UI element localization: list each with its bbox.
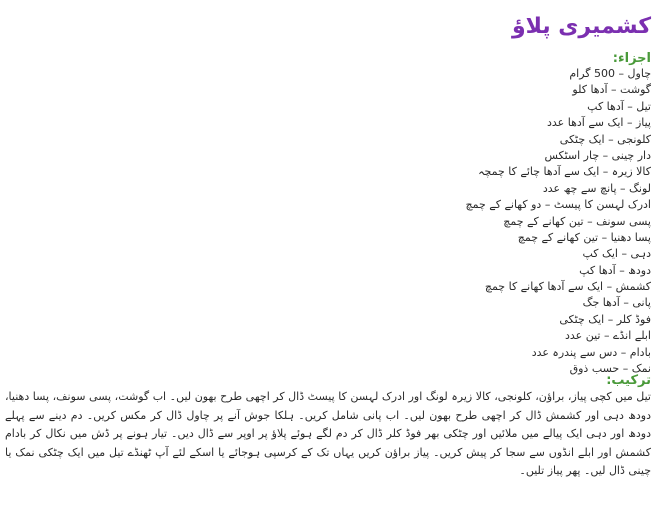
ingredient-item: چاول – 500 گرام [569, 67, 651, 80]
ingredients-list [466, 66, 651, 377]
ingredient-item: گوشت – آدھا کلو [572, 83, 651, 97]
ingredient-item: کلونجی – ایک چٹکی [559, 132, 651, 146]
ingredient-item: پسی سونف – تین کھانے کے چمچ [503, 214, 651, 228]
ingredient-item: پسا دھنیا – تین کھانے کے چمچ [517, 230, 651, 244]
ingredient-item: فوڈ کلر – ایک چٹکی [559, 312, 651, 326]
method-heading: ترکیب: [606, 373, 651, 388]
ingredient-item: کشمش – ایک سے آدھا کھانے کا چمچ [484, 280, 651, 294]
ingredient-item: بادام – دس سے پندرہ عدد [531, 345, 651, 359]
ingredient-item: نمک – حسب ذوق [569, 362, 651, 376]
ingredient-item: لونگ – پانچ سے چھ عدد [542, 181, 651, 195]
ingredient-item: ابلے انڈے – تین عدد [564, 329, 651, 343]
ingredient-item: کالا زیرہ – ایک سے آدھا چائے کا چمچہ [478, 165, 651, 179]
ingredient-item: ادرک لہسن کا پیسٹ – دو کھانے کے چمچ [465, 198, 651, 212]
method-paragraph: تیل میں کچی پیاز، براؤن، کلونجی، کالا زیرہ لونگ اور ادرک لہسن کا پیسٹ ڈال کر اچھی طرح بھون لیں۔ اب گوشت، پسی سونف، پسا دھنیا، دودھ دہی اور کشمش ڈال کر اچھی طرح بھون لیں۔ اب پانی شامل کریں۔ ہلکا جوش آنے پر چاول ڈال کر مکس کریں۔ دم دینے سے پہلے دودھ اور دہی ایک پیالے میں ملائیں اور چٹکی بھر فوڈ کلر ڈال کر دم لگے ہوئے پلاؤ پر اوپر سے ڈال دیں۔ تیار ہونے پر ڈش میں نکال کر بادام کشمش اور ابلے انڈوں سے سجا کر پیش کریں۔ پیاز براؤن کریں یہاں تک کے کرسپی ہوجائے یا اسکے لئے آپ ٹھنڈے تیل میں ایک چٹکی نمک یا چینی ڈال لیں۔ پھر پیاز تلیں۔ [5, 390, 651, 477]
ingredient-item: تیل – آدھا کپ [587, 99, 651, 113]
ingredient-item: پیاز – ایک سے آدھا عدد [547, 116, 651, 130]
recipe-title: کشمیری پلاؤ [511, 14, 651, 39]
ingredient-item: دہی – ایک کپ [582, 247, 651, 261]
ingredient-item: دار چینی – چار اسٹکس [544, 148, 651, 162]
ingredients-heading: اجزاء: [612, 51, 651, 66]
ingredient-item: دودھ – آدھا کپ [579, 263, 651, 277]
ingredient-item: پانی – آدھا جگ [582, 296, 651, 310]
